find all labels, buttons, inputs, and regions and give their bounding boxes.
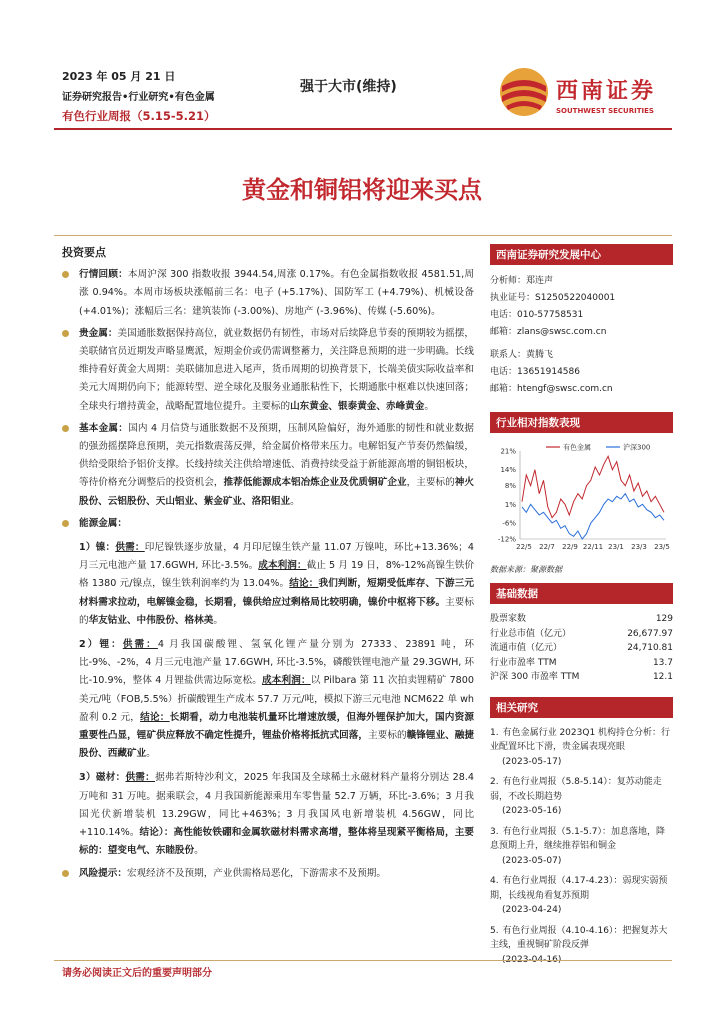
chart-source: 数据来源：聚源数据	[490, 565, 562, 574]
precious-text: 美国通胀数据保持高位，就业数据仍有韧性，市场对后续降息节奏的预期较为摇摆，美联储官员近期发声略显鹰派，短期金价或仍需调整蓄力，关注降息预期的进一步明确。长线维持看好黄金大周期：美联储加息进入尾声，货币周期的切换背景下，长端美债实际收益率和美元大周期仍向下；能源转型、逆全球化及服务业通胀粘性下，长期通胀中枢难以快速回落；全球央行增持黄金，战略配置地位提升。主要标的	[79, 327, 475, 412]
x-tick-label: 23/5	[654, 543, 670, 551]
investment-summary	[62, 244, 474, 887]
magnet-supply-label: 供需：	[125, 772, 156, 784]
sidebar	[490, 244, 673, 973]
y-tick-label: -6%	[502, 519, 516, 528]
relative-index-chart	[490, 441, 673, 559]
nickel-text2: 截止 5 月 19 日，8%-12%高镍生铁价格 1380 元/镍点，镍生铁利润率约为 13.04%。	[79, 560, 475, 590]
lithium-mid: 主要标的	[368, 730, 407, 742]
x-tick-label: 22/5	[516, 543, 532, 551]
magnet-concl-label: 结论）：	[139, 827, 174, 839]
weekly-label: 有色行业周报（5.15-5.21）	[62, 109, 216, 123]
magnet-end: 。	[194, 845, 204, 857]
y-tick-label: 21%	[500, 447, 516, 456]
magnet-concl-text: 高性能钕铁硼和金属软磁材料需求高增，整体将呈现紧平衡格局，	[173, 827, 455, 839]
related-number: 4.	[490, 876, 499, 886]
basic-key: 股票家数	[490, 614, 527, 624]
base-targets: 神火股份、云铝股份、天山铝业、紫金矿业、洛阳钼业	[79, 477, 475, 507]
nickel-para	[79, 539, 474, 630]
basic-row	[490, 627, 673, 642]
market-label: 行情回顾：	[79, 269, 128, 281]
related-text: 有色行业周报（5.8-5.14）：复苏动能走弱，不改长期趋势	[490, 777, 662, 802]
risk-text: 宏观经济不及预期，产业供需格局恶化，下游需求不及预期。	[126, 867, 386, 879]
legend-label: 沪深300	[623, 443, 651, 452]
related-number: 3.	[490, 826, 499, 837]
lithium-supply-label: 供需：	[122, 639, 158, 651]
risk-warning	[62, 865, 474, 883]
related-item[interactable]	[490, 825, 673, 869]
lithium-text1: 4 月我国碳酸锂、氢氧化锂产量分别为 27333、23891 吨，环比-9%、-2%，4 月三元电池产量 17.6GWH, 环比-3.5%，磷酸铁锂电池产量 29.3GWH, 环比-10.9%，整体 4 月锂盐供需边际宽松。	[79, 639, 475, 687]
lithium-text2: 以 Pilbara 第 11 次拍卖锂精矿 7800 美元/吨（FOB,5.5%）折碳酸锂生产成本 57.7 万元/吨，模拟下游三元电池 NCM622 单 wh 盈利 0.2 元，	[79, 675, 474, 723]
lithium-end: 。	[146, 748, 156, 760]
lithium-targets: 赣锋锂业、融捷股份、西藏矿业	[79, 730, 475, 760]
series-line-nonferrous	[522, 456, 664, 517]
base-text: 国内 4 月信贷与通胀数据不及预期，压制风险偏好，海外通胀的韧性和就业数据的强劲摇摆降息预期，美元指数震荡反弹，给金属价格带来压力。电解铝复产节奏仍然偏缓，供给受限给予铝价支撑。长线持续关注供给增速低、消费持续受益于新能源高增的铜铝板块，等待价格充分调整后的投资机会，	[79, 422, 475, 489]
related-item[interactable]	[490, 726, 673, 770]
base-label: 基本金属：	[79, 422, 129, 434]
related-research-list	[490, 726, 673, 968]
magnet-para	[79, 769, 474, 860]
basic-title: 基础数据	[490, 583, 673, 604]
base-metals	[62, 420, 474, 511]
legend-label: 有色金属	[563, 443, 591, 452]
basic-key: 流通市值（亿元）	[490, 643, 563, 653]
report-type: 证券研究报告•行业研究•有色金属	[62, 92, 215, 103]
basic-value: 13.7	[652, 657, 673, 668]
nickel-num: 1）镍：	[79, 542, 116, 554]
magnet-targets: 望变电气、东睦股份	[107, 845, 195, 857]
nickel-targets: 华友钴业、中伟股份、格林美	[88, 614, 214, 626]
license: 执业证号：S1250522040001	[490, 293, 616, 303]
lithium-concl-text: 长期看，动力电池装机量环比增速放缓，但海外锂保护加大，国内资源重要性凸显，锂矿供应释放不确定性提升，锂盐价格将抵抗式回落，	[79, 711, 475, 742]
related-text: 有色行业周报（4.10-4.16）：把握复苏大主线，重视铜矿阶段反弹	[490, 925, 668, 950]
nickel-end: 。	[213, 614, 223, 626]
market-review	[62, 266, 474, 321]
energy-metals	[62, 515, 474, 533]
x-tick-label: 23/3	[631, 543, 647, 551]
basic-row	[490, 670, 673, 685]
footer-note: 请务必阅读正文后的重要声明部分	[62, 968, 212, 979]
basic-key: 行业市盈率 TTM	[490, 657, 557, 668]
basic-row	[490, 612, 673, 627]
company-logo-icon	[496, 66, 554, 118]
related-number: 1.	[490, 727, 499, 738]
base-end: 。	[290, 495, 300, 507]
basic-value: 12.1	[652, 672, 673, 682]
base-mid: ，主要标的	[406, 477, 455, 489]
y-tick-label: 1%	[504, 500, 516, 509]
y-tick-label: -12%	[497, 535, 516, 544]
related-item[interactable]	[490, 775, 673, 819]
precious-targets: 山东黄金、银泰黄金、赤峰黄金	[290, 400, 425, 412]
analyst: 分析师：郑连声	[490, 276, 554, 286]
report-date: 2023 年 05 月 21 日	[62, 70, 176, 83]
logo-text: 西南证券	[556, 78, 657, 104]
base-bold: 推荐低能源成本铝冶炼企业及优质铜矿企业	[223, 477, 407, 489]
magnet-mid: 主要标的：	[79, 827, 475, 857]
nickel-concl-label: 结论：	[289, 578, 319, 590]
nickel-profit-label: 成本利润：	[258, 560, 307, 572]
basic-value: 26,677.97	[627, 628, 673, 639]
contact-person: 联系人：黄腾飞	[490, 350, 554, 360]
x-tick-label: 22/11	[582, 543, 604, 551]
basic-value: 24,710.81	[627, 643, 673, 653]
basic-key: 沪深 300 市盈率 TTM	[490, 672, 580, 682]
lithium-profit-label: 成本利润：	[262, 675, 311, 687]
precious-end: 。	[424, 400, 434, 412]
related-number: 2.	[490, 777, 499, 787]
related-date: (2023-05-17)	[502, 756, 562, 767]
center-title: 西南证券研究发展中心	[490, 244, 673, 265]
chart-title: 行业相对指数表现	[490, 412, 673, 433]
nickel-supply-label: 供需：	[115, 542, 145, 554]
y-tick-label: 8%	[504, 482, 516, 491]
x-tick-label: 23/1	[608, 543, 624, 551]
risk-label: 风险提示：	[79, 867, 127, 879]
related-item[interactable]	[490, 874, 673, 918]
magnet-text: 据弗若斯特沙利文，2025 年我国及全球稀土永磁材料产量将分别达 28.4 万吨和 31 万吨。据乘联会，4 月我国新能源乘用车零售量 52.7 万辆，环比-3.6%；3 月我国光伏新增装机 13.29GW，同比+463%；3 月我国风电新增装机 4.56GW，同比+110.14%。	[79, 772, 475, 839]
related-date: (2023-05-07)	[502, 855, 562, 866]
nickel-text1: 印尼镍铁逐步放量，4 月印尼镍生铁产量 11.07 万镍吨，环比+13.36%；4 月三元电池产量 17.6GWH, 环比-3.5%。	[79, 542, 474, 572]
x-tick-label: 22/7	[539, 543, 555, 551]
logo-english: SOUTHWEST SECURITIES	[556, 107, 654, 115]
related-text: 有色行业周报（5.1-5.7）：加息落地，降息预期上升，继续推荐铝和铜金	[490, 826, 665, 851]
phone-1: 电话：010-57758531	[490, 310, 584, 320]
precious-label: 贵金属：	[79, 327, 118, 339]
nickel-concl-text: 我们判断，短期受低库存、下游三元材料需求拉动，电解镍金稳，长期看，镍供给应过剩格局比较明确，镍价中枢将下移。	[79, 578, 475, 608]
header-rule	[54, 128, 672, 130]
related-date: (2023-05-16)	[502, 806, 562, 816]
market-text: 本周沪深 300 指数收报 3944.54,周涨 0.17%。有色金属指数收报 4581.51,周涨 0.94%。本周市场板块涨幅前三名：电子 (+5.17%)、国防军工 (+4.79%)、机械设备 (+4.01%)；涨幅后三名：建筑装饰 (-3.00%)、房地产 (-3.96%)、传媒 (-5.60%)。	[79, 269, 475, 317]
basic-value: 129	[655, 614, 673, 624]
lithium-para	[79, 636, 474, 763]
contact-block	[490, 273, 673, 398]
footer-rule	[54, 960, 672, 961]
x-tick-label: 22/9	[562, 543, 578, 551]
title-rule	[54, 235, 672, 236]
phone-2: 电话：13651914586	[490, 367, 580, 377]
precious-metals	[62, 325, 474, 416]
related-text: 有色金属行业 2023Q1 机构持仓分析：行业配置环比下滑，贵金属表现亮眼	[490, 727, 671, 752]
basic-key: 行业总市值（亿元）	[490, 628, 572, 639]
series-line-csi300	[522, 494, 664, 539]
energy-label: 能源金属：	[79, 517, 127, 529]
rating: 强于大市(维持)	[300, 79, 397, 95]
basic-row	[490, 641, 673, 656]
related-number: 5.	[490, 925, 499, 936]
report-title: 黄金和铜铝将迎来买点	[242, 175, 482, 204]
basic-row	[490, 656, 673, 671]
nickel-mid: 主要标的	[79, 596, 475, 626]
y-tick-label: 14%	[500, 466, 516, 475]
lithium-num: 2）锂：	[79, 639, 123, 651]
magnet-num: 3）磁材：	[79, 772, 126, 784]
section-title: 投资要点	[62, 246, 106, 259]
email-1[interactable]: 邮箱：zlans@swsc.com.cn	[490, 327, 607, 337]
related-text: 有色行业周报（4.17-4.23）：弱现实弱预期，长线视角看复苏预期	[490, 876, 668, 901]
related-date: (2023-04-24)	[502, 905, 562, 915]
email-2[interactable]: 邮箱：htengf@swsc.com.cn	[490, 384, 613, 394]
basic-data-table	[490, 612, 673, 685]
related-title: 相关研究	[490, 697, 673, 718]
lithium-concl-label: 结论：	[140, 711, 170, 723]
